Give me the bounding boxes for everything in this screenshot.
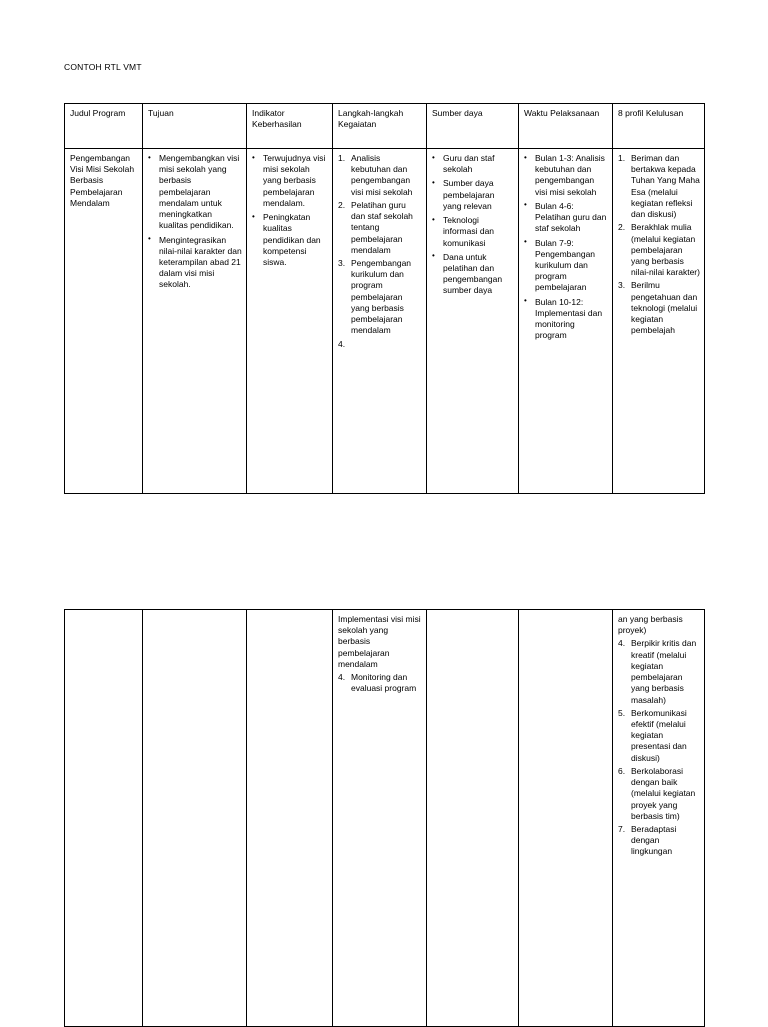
list-item: • Bulan 4-6: Pelatihan guru dan staf sekolah (524, 201, 608, 235)
cell-waktu-cont (519, 610, 613, 1027)
tujuan-list (148, 153, 242, 291)
table-row (65, 149, 705, 494)
list-item: • Terwujudnya visi misi sekolah yang berbasis pembelajaran mendalam. (252, 153, 328, 209)
list-item: Pelatihan guru dan staf sekolah tentang pembelajaran mendalam (351, 199, 413, 255)
list-item: • Bulan 1-3: Analisis kebutuhan dan pengembangan visi misi sekolah (524, 153, 608, 198)
indikator-list (252, 153, 328, 268)
list-item: Analisis kebutuhan dan pengembangan visi misi sekolah (351, 153, 413, 197)
list-item: • Teknologi informasi dan komunikasi (432, 215, 514, 249)
cell-langkah (333, 149, 427, 494)
list-item: Berakhlak mulia (melalui kegiatan pembelajaran yang berbasis nilai-nilai karakter) (631, 222, 700, 278)
list-item: Berkolaborasi dengan baik (melalui kegiatan proyek yang berbasis tim) (631, 765, 696, 821)
profil-list (618, 153, 700, 337)
header-cell-sumber-daya: Sumber daya (427, 104, 519, 149)
list-item: Beradaptasi dengan lingkungan (631, 823, 677, 857)
list-item: Beriman dan bertakwa kepada Tuhan Yang Maha Esa (melalui kegiatan refleksi dan diskusi) (631, 153, 700, 220)
list-item: Pengembangan kurikulum dan program pembelajaran yang berbasis pembelajaran mendalam (351, 257, 412, 336)
cell-sumber-daya-cont (427, 610, 519, 1027)
list-item: • Guru dan staf sekolah (432, 153, 514, 175)
list-item: Berkomunikasi efektif (melalui kegiatan presentasi dan diskusi) (631, 707, 687, 763)
table-header-row (65, 104, 705, 149)
header-cell-indikator: Indikator Keberhasilan (247, 104, 333, 149)
list-item: • Dana untuk pelatihan dan pengembangan sumber daya (432, 252, 514, 297)
list-item: • Mengintegrasikan nilai-nilai karakter dan keterampilan abad 21 dalam visi misi sekolah. (148, 235, 242, 291)
document-title: CONTOH RTL VMT (64, 62, 142, 72)
cell-judul-program-cont (65, 610, 143, 1027)
cell-sumber-daya (427, 149, 519, 494)
header-cell-waktu: Waktu Pelaksanaan (519, 104, 613, 149)
cell-tujuan (143, 149, 247, 494)
judul-program-text: Pengembangan Visi Misi Sekolah Berbasis Pembelajaran Mendalam (70, 153, 135, 208)
cell-profil (613, 149, 705, 494)
header-cell-tujuan: Tujuan (143, 104, 247, 149)
list-item: • Peningkatan kualitas pendidikan dan kompetensi siswa. (252, 212, 328, 268)
rtl-table-part2 (64, 609, 705, 1027)
rtl-table-part1 (64, 103, 705, 494)
profil-cont-text: an yang berbasis proyek) (618, 614, 683, 636)
list-item: • Sumber daya pembelajaran yang relevan (432, 178, 514, 212)
cell-waktu (519, 149, 613, 494)
list-item: Berilmu pengetahuan dan teknologi (melalui kegiatan pembelajah (631, 280, 698, 336)
header-cell-profil: 8 profil Kelulusan (613, 104, 705, 149)
cell-profil-cont (613, 610, 705, 1027)
langkah-cont-list (338, 672, 422, 694)
profil-cont-list (618, 638, 700, 857)
list-item: • Mengembangkan visi misi sekolah yang berbasis pembelajaran mendalam untuk meningkatkan kualitas pendidikan. (148, 153, 242, 232)
cell-tujuan-cont (143, 610, 247, 1027)
langkah-list (338, 153, 422, 337)
list-item: Monitoring dan evaluasi program (351, 672, 417, 694)
header-cell-langkah: Langkah-langkah Kegaiatan (333, 104, 427, 149)
list-item: • Bulan 10-12: Implementasi dan monitoring program (524, 297, 608, 342)
list-item: Berpikir kritis dan kreatif (melalui kegiatan pembelajaran yang berbasis masalah) (631, 638, 697, 705)
header-cell-judul-program: Judul Program (65, 104, 143, 149)
list-item: • Bulan 7-9: Pengembangan kurikulum dan program pembelajaran (524, 238, 608, 294)
waktu-list (524, 153, 608, 342)
cell-langkah-cont (333, 610, 427, 1027)
cell-indikator-cont (247, 610, 333, 1027)
table-row (65, 610, 705, 1027)
cell-indikator (247, 149, 333, 494)
langkah-cont-text: Implementasi visi misi sekolah yang berbasis pembelajaran mendalam (338, 614, 421, 669)
sumber-daya-list (432, 153, 514, 297)
cell-judul-program (65, 149, 143, 494)
